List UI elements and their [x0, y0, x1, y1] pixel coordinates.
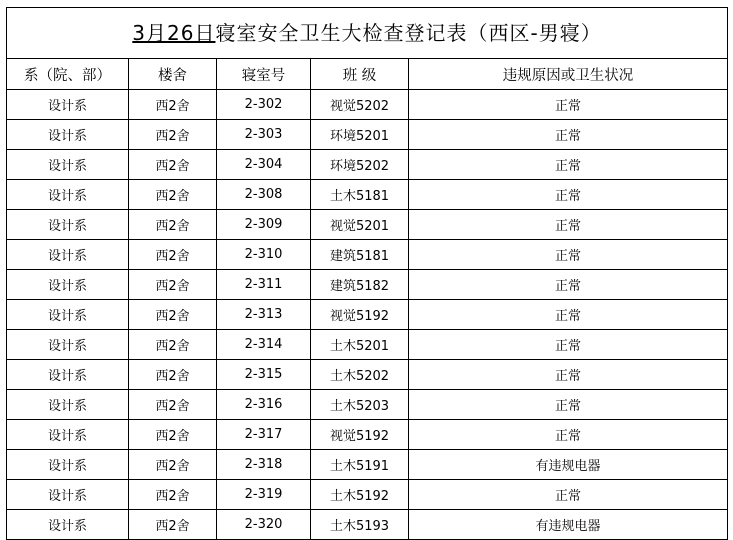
cell-room: 2-314 — [217, 330, 311, 360]
cell-building: 西2舍 — [129, 90, 217, 120]
table-row — [7, 150, 728, 180]
cell-status: 正常 — [409, 330, 728, 360]
cell-room: 2-302 — [217, 90, 311, 120]
cell-class: 土木5192 — [311, 480, 409, 510]
cell-room: 2-320 — [217, 510, 311, 540]
column-header-room: 寝室号 — [217, 59, 311, 90]
cell-department: 设计系 — [7, 330, 129, 360]
cell-room: 2-310 — [217, 240, 311, 270]
cell-room: 2-315 — [217, 360, 311, 390]
page-title — [7, 8, 728, 59]
cell-room: 2-303 — [217, 120, 311, 150]
cell-class: 视觉5192 — [311, 300, 409, 330]
cell-building: 西2舍 — [129, 390, 217, 420]
cell-building: 西2舍 — [129, 270, 217, 300]
cell-status: 正常 — [409, 210, 728, 240]
column-header-status: 违规原因或卫生状况 — [409, 59, 728, 90]
table-row — [7, 510, 728, 540]
cell-class: 土木5191 — [311, 450, 409, 480]
cell-department: 设计系 — [7, 300, 129, 330]
cell-department: 设计系 — [7, 120, 129, 150]
cell-status: 正常 — [409, 390, 728, 420]
cell-status: 正常 — [409, 90, 728, 120]
cell-status: 正常 — [409, 240, 728, 270]
table-row — [7, 120, 728, 150]
cell-building: 西2舍 — [129, 300, 217, 330]
cell-status: 正常 — [409, 120, 728, 150]
cell-class: 视觉5201 — [311, 210, 409, 240]
table-row — [7, 240, 728, 270]
column-header-class: 班 级 — [311, 59, 409, 90]
cell-status: 有违规电器 — [409, 450, 728, 480]
cell-department: 设计系 — [7, 180, 129, 210]
cell-department: 设计系 — [7, 90, 129, 120]
cell-status: 正常 — [409, 420, 728, 450]
cell-building: 西2舍 — [129, 120, 217, 150]
table-header-row — [7, 59, 728, 90]
cell-department: 设计系 — [7, 390, 129, 420]
cell-room: 2-309 — [217, 210, 311, 240]
cell-room: 2-311 — [217, 270, 311, 300]
cell-building: 西2舍 — [129, 330, 217, 360]
cell-department: 设计系 — [7, 270, 129, 300]
cell-class: 视觉5202 — [311, 90, 409, 120]
cell-building: 西2舍 — [129, 450, 217, 480]
cell-building: 西2舍 — [129, 480, 217, 510]
cell-status: 正常 — [409, 300, 728, 330]
cell-class: 建筑5182 — [311, 270, 409, 300]
cell-class: 土木5181 — [311, 180, 409, 210]
cell-room: 2-318 — [217, 450, 311, 480]
cell-class: 环境5201 — [311, 120, 409, 150]
table-row — [7, 210, 728, 240]
table-row — [7, 300, 728, 330]
table-row — [7, 330, 728, 360]
cell-building: 西2舍 — [129, 420, 217, 450]
cell-department: 设计系 — [7, 480, 129, 510]
table-row — [7, 270, 728, 300]
cell-room: 2-313 — [217, 300, 311, 330]
cell-building: 西2舍 — [129, 510, 217, 540]
title-row — [7, 8, 728, 59]
cell-status: 正常 — [409, 150, 728, 180]
cell-room: 2-304 — [217, 150, 311, 180]
column-header-building: 楼舍 — [129, 59, 217, 90]
cell-room: 2-308 — [217, 180, 311, 210]
cell-department: 设计系 — [7, 240, 129, 270]
cell-status: 有违规电器 — [409, 510, 728, 540]
cell-building: 西2舍 — [129, 180, 217, 210]
cell-class: 环境5202 — [311, 150, 409, 180]
cell-department: 设计系 — [7, 360, 129, 390]
table-row — [7, 90, 728, 120]
cell-department: 设计系 — [7, 150, 129, 180]
table-row — [7, 420, 728, 450]
column-header-department: 系（院、部） — [7, 59, 129, 90]
cell-status: 正常 — [409, 480, 728, 510]
cell-status: 正常 — [409, 360, 728, 390]
table-row — [7, 390, 728, 420]
cell-department: 设计系 — [7, 450, 129, 480]
title-rest: 寝室安全卫生大检查登记表（西区-男寝） — [215, 21, 602, 45]
cell-class: 建筑5181 — [311, 240, 409, 270]
cell-building: 西2舍 — [129, 150, 217, 180]
table-row — [7, 450, 728, 480]
table-row — [7, 180, 728, 210]
cell-room: 2-319 — [217, 480, 311, 510]
cell-department: 设计系 — [7, 420, 129, 450]
cell-building: 西2舍 — [129, 210, 217, 240]
cell-status: 正常 — [409, 270, 728, 300]
cell-class: 土木5202 — [311, 360, 409, 390]
cell-room: 2-317 — [217, 420, 311, 450]
table-row — [7, 480, 728, 510]
cell-class: 视觉5192 — [311, 420, 409, 450]
cell-class: 土木5201 — [311, 330, 409, 360]
cell-class: 土木5203 — [311, 390, 409, 420]
cell-building: 西2舍 — [129, 240, 217, 270]
cell-department: 设计系 — [7, 510, 129, 540]
cell-department: 设计系 — [7, 210, 129, 240]
cell-class: 土木5193 — [311, 510, 409, 540]
inspection-table — [6, 7, 728, 540]
table-row — [7, 360, 728, 390]
cell-building: 西2舍 — [129, 360, 217, 390]
cell-room: 2-316 — [217, 390, 311, 420]
cell-status: 正常 — [409, 180, 728, 210]
title-date: 3月26日 — [132, 21, 216, 45]
